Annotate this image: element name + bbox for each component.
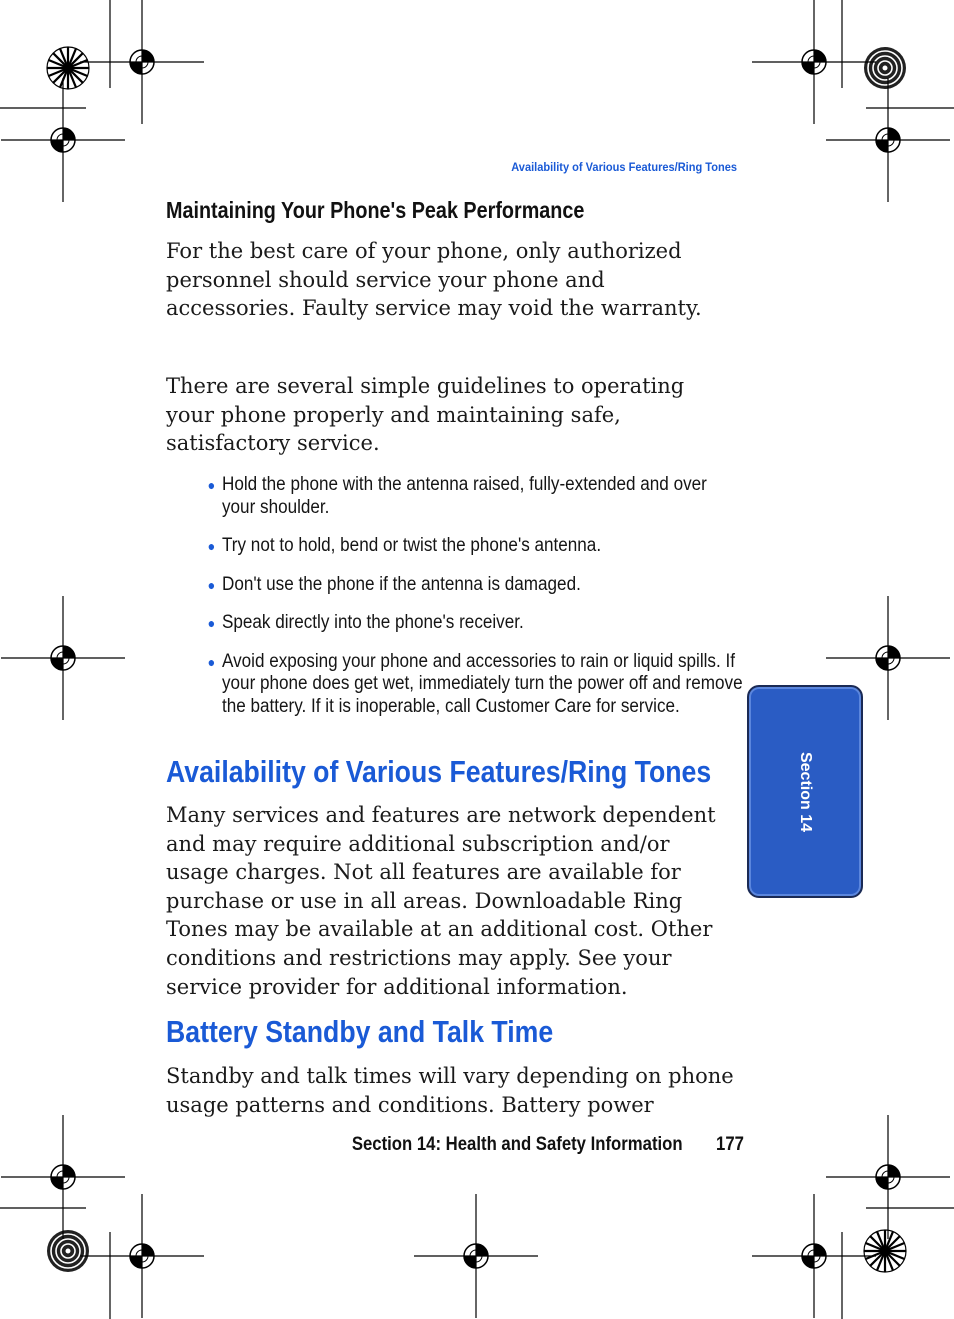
battery-heading: Battery Standby and Talk Time (166, 1014, 554, 1049)
maintaining-heading: Maintaining Your Phone's Peak Performance (166, 197, 585, 223)
bullet-icon: ● (207, 477, 216, 493)
bullet-icon: ● (207, 576, 216, 593)
maintaining-paragraph-1: For the best care of your phone, only authorized personnel should service your phone and accessories. Faulty service may void the warranty. (166, 239, 702, 321)
guidelines-list (204, 474, 744, 734)
list-item: ● Speak directly into the phone's receiver. (207, 612, 524, 633)
page-footer (351, 1134, 744, 1156)
battery-paragraph: Standby and talk times will vary depending on phone usage patterns and conditions. Battery power (166, 1064, 734, 1117)
list-item: ● Hold the phone with the antenna raised, fully-extended and over your shoulder. (207, 474, 707, 518)
footer-section-title: Section 14: Health and Safety Information (351, 1134, 683, 1155)
availability-paragraph: Many services and features are network dependent and may require additional subscription and/or usage charges. Not all features are available for purchase or use in all areas. Downloadable Ring Tones may be available at an additional cost. Other conditions and restrictions may apply. See your service provider for additional information. (166, 803, 716, 999)
list-item: ● Avoid exposing your phone and accessories to rain or liquid spills. If your phone does get wet, immediately turn the power off and remove the battery. If it is inoperable, call Customer Care for service. (207, 650, 743, 717)
list-item: ● Don't use the phone if the antenna is damaged. (207, 573, 581, 595)
list-item: ● Try not to hold, bend or twist the phone's antenna. (207, 535, 602, 556)
bullet-icon: ● (207, 653, 216, 670)
bullet-icon: ● (207, 538, 216, 554)
maintaining-paragraph-2: There are several simple guidelines to operating your phone properly and maintaining safe, satisfactory service. (166, 374, 685, 456)
bullet-icon: ● (207, 615, 216, 631)
page-number: 177 (716, 1134, 744, 1155)
running-head: Availability of Various Features/Ring Tones (511, 160, 737, 174)
availability-heading: Availability of Various Features/Ring Tones (166, 754, 712, 789)
section-tab (747, 685, 863, 898)
section-tab-label: Section 14 (797, 751, 814, 832)
